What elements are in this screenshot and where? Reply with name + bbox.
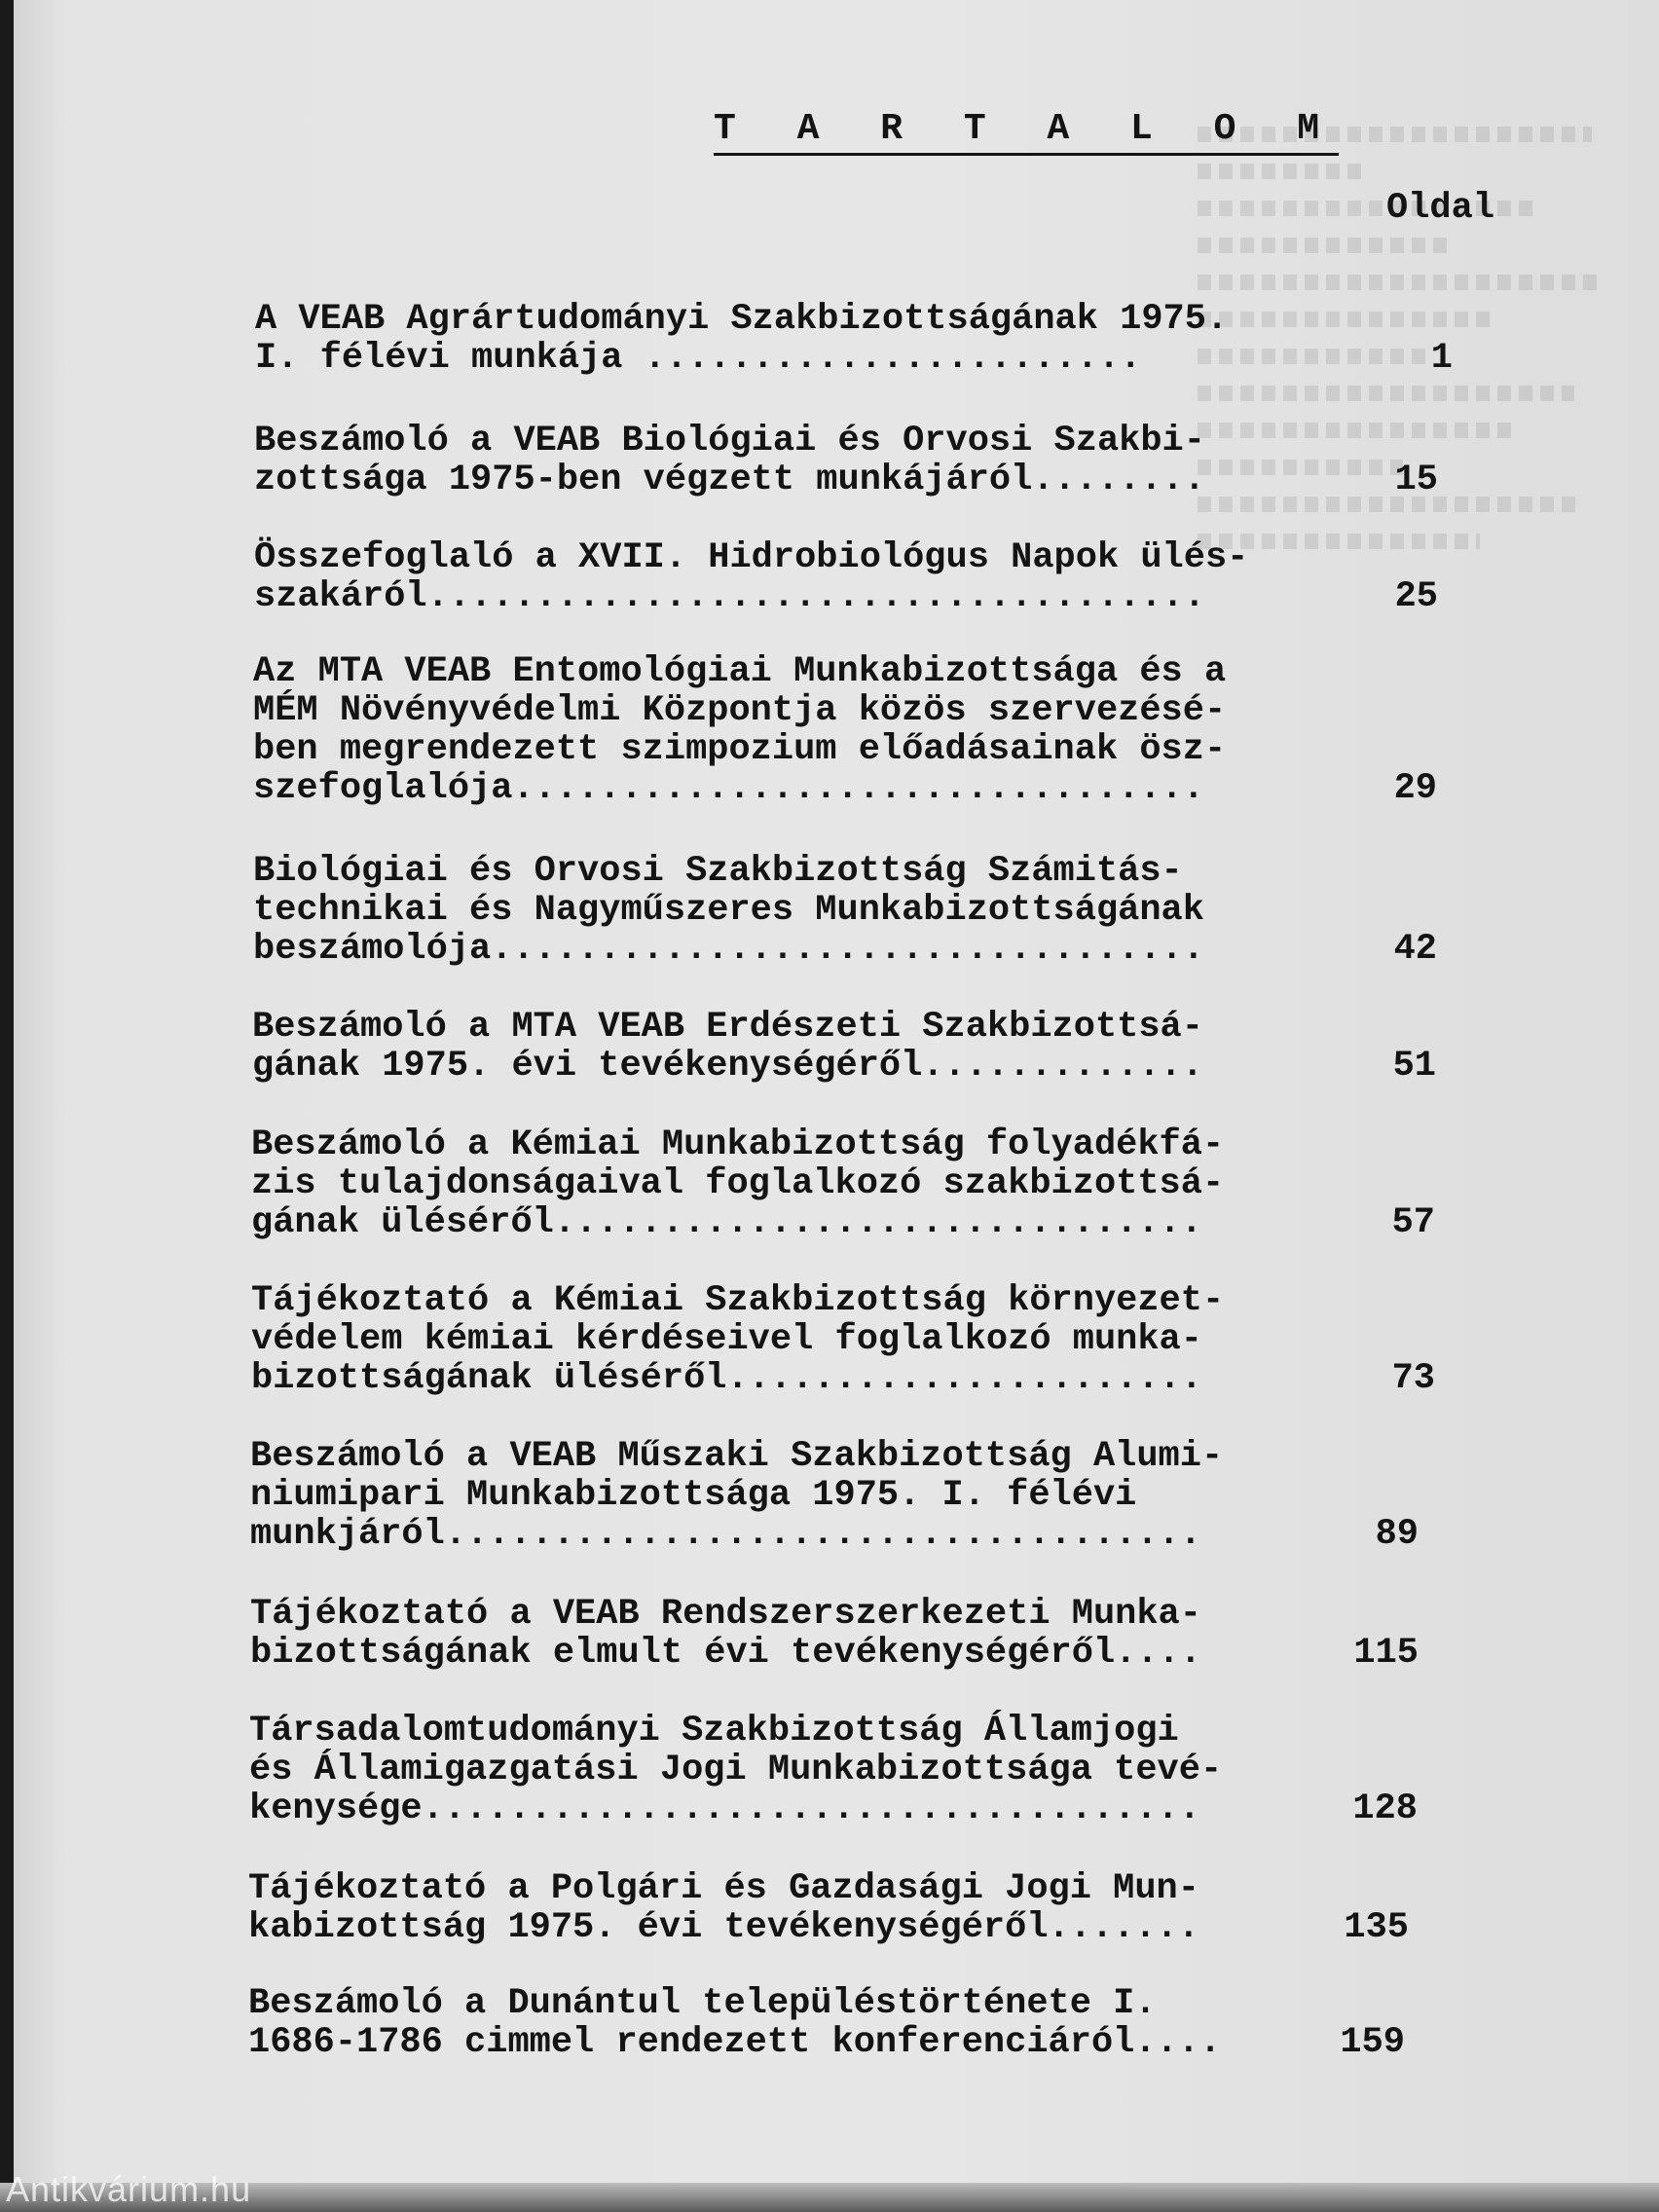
toc-entry-page-number: 25 bbox=[1394, 576, 1438, 617]
toc-entry-line: kabizottság 1975. évi tevékenységéről....... bbox=[248, 1907, 1199, 1948]
toc-entry bbox=[248, 1984, 1514, 2062]
toc-entry-title bbox=[253, 852, 1519, 969]
toc-entry-line: zis tulajdonságaival foglalkozó szakbizottsá- bbox=[251, 1163, 1225, 1204]
toc-entry bbox=[254, 422, 1520, 499]
toc-entry-page-number: 159 bbox=[1340, 2022, 1405, 2063]
toc-entry-page-number: 15 bbox=[1394, 460, 1438, 500]
toc-entry-line: szakáról.................................... bbox=[254, 576, 1205, 617]
toc-entry-line: technikai és Nagyműszeres Munkabizottságának bbox=[253, 890, 1204, 931]
toc-entry bbox=[250, 1437, 1516, 1554]
toc-entry-line: ben megrendezett szimpozium előadásainak ösz- bbox=[253, 729, 1227, 770]
toc-entry-page-number: 29 bbox=[1393, 768, 1437, 809]
toc-entry-line: 1686-1786 cimmel rendezett konferenciáról.... bbox=[248, 2022, 1222, 2063]
toc-entry-line: gának 1975. évi tevékenységéről............. bbox=[252, 1046, 1203, 1087]
toc-entry-title bbox=[254, 538, 1520, 616]
toc-entry-line: szefoglalója................................ bbox=[253, 768, 1204, 809]
page-left-edge bbox=[0, 0, 14, 2212]
toc-entry-page-number: 115 bbox=[1353, 1633, 1419, 1674]
toc-entry bbox=[253, 852, 1519, 969]
toc-entry-line: gának üléséről.............................. bbox=[251, 1202, 1202, 1243]
toc-entry-page-number: 89 bbox=[1375, 1514, 1419, 1555]
toc-entry bbox=[254, 538, 1520, 616]
toc-entry bbox=[250, 1595, 1516, 1673]
toc-entry-line: MÉM Növényvédelmi Központja közös szervezésé- bbox=[253, 690, 1227, 731]
toc-entry-line: Tájékoztató a Kémiai Szakbizottság környezet- bbox=[251, 1280, 1225, 1321]
toc-entry-page-number: 42 bbox=[1393, 929, 1437, 970]
page-column-label: Oldal bbox=[1386, 188, 1495, 229]
toc-entry-page-number: 128 bbox=[1352, 1788, 1418, 1829]
toc-entry-line: Beszámoló a MTA VEAB Erdészeti Szakbizottsá- bbox=[252, 1007, 1203, 1048]
toc-entry-page-number: 73 bbox=[1391, 1358, 1435, 1399]
toc-entry-line: Társadalomtudományi Szakbizottság Államjogi bbox=[249, 1711, 1179, 1751]
toc-entry-title bbox=[253, 652, 1519, 808]
toc-entry-line: Összefoglaló a XVII. Hidrobiológus Napok ülés- bbox=[254, 537, 1249, 578]
toc-entry bbox=[255, 300, 1521, 378]
toc-entry-line: zottsága 1975-ben végzett munkájáról........ bbox=[254, 460, 1205, 500]
toc-entry-line: I. félévi munkája ....................... bbox=[255, 338, 1142, 379]
toc-entry-line: és Államigazgatási Jogi Munkabizottsága tevé- bbox=[249, 1750, 1223, 1790]
toc-entry-line: védelem kémiai kérdéseivel foglalkozó munka- bbox=[251, 1319, 1202, 1360]
toc-entry-line: Beszámoló a Kémiai Munkabizottság folyadékfá- bbox=[251, 1124, 1225, 1165]
toc-entry-line: Beszámoló a VEAB Műszaki Szakbizottság Alumi- bbox=[250, 1436, 1224, 1477]
watermark: Antikvárium.hu bbox=[6, 2169, 252, 2209]
toc-entry-title bbox=[255, 300, 1521, 378]
page-title: T A R T A L O M bbox=[714, 109, 1339, 156]
toc-entry-line: Beszámoló a VEAB Biológiai és Orvosi Szakbi- bbox=[254, 421, 1205, 461]
toc-entry-line: Az MTA VEAB Entomológiai Munkabizottsága és a bbox=[253, 651, 1227, 692]
toc-entry-title bbox=[251, 1281, 1517, 1398]
toc-entry-line: Tájékoztató a Polgári és Gazdasági Jogi Mun- bbox=[248, 1868, 1199, 1909]
toc-entry-title bbox=[254, 422, 1520, 499]
toc-entry bbox=[251, 1281, 1517, 1398]
toc-entry-line: kenysége.................................... bbox=[249, 1788, 1200, 1829]
toc-entry-line: bizottságának elmult évi tevékenységéről.... bbox=[250, 1633, 1201, 1674]
toc-entry-line: niumipari Munkabizottsága 1975. I. félévi bbox=[250, 1475, 1137, 1516]
toc-entry-line: Tájékoztató a VEAB Rendszerszerkezeti Munka- bbox=[250, 1594, 1201, 1635]
toc-entry-page-number: 57 bbox=[1391, 1202, 1435, 1243]
toc-entry-title bbox=[251, 1125, 1517, 1242]
toc-entry bbox=[249, 1712, 1515, 1828]
toc-entry bbox=[251, 1125, 1517, 1242]
toc-entry-line: bizottságának üléséről...................... bbox=[251, 1358, 1202, 1399]
toc-entry-page-number: 135 bbox=[1344, 1907, 1409, 1948]
toc-entry-page-number: 51 bbox=[1392, 1046, 1436, 1087]
toc-entry-line: beszámolója................................. bbox=[253, 929, 1204, 970]
toc-entry-line: munkjáról................................... bbox=[250, 1514, 1201, 1555]
toc-entry-line: Beszámoló a Dunántul településtörténete I. bbox=[248, 1983, 1157, 2024]
toc-entry-line: A VEAB Agrártudományi Szakbizottságának 1975. bbox=[255, 299, 1229, 340]
toc-entry-line: Biológiai és Orvosi Szakbizottság Számitás- bbox=[253, 851, 1183, 892]
toc-entry bbox=[248, 1869, 1514, 1947]
toc-entry-title bbox=[252, 1008, 1518, 1086]
toc-entry bbox=[252, 1008, 1518, 1086]
toc-entry bbox=[253, 652, 1519, 808]
toc-entry-page-number: 1 bbox=[1430, 338, 1453, 379]
